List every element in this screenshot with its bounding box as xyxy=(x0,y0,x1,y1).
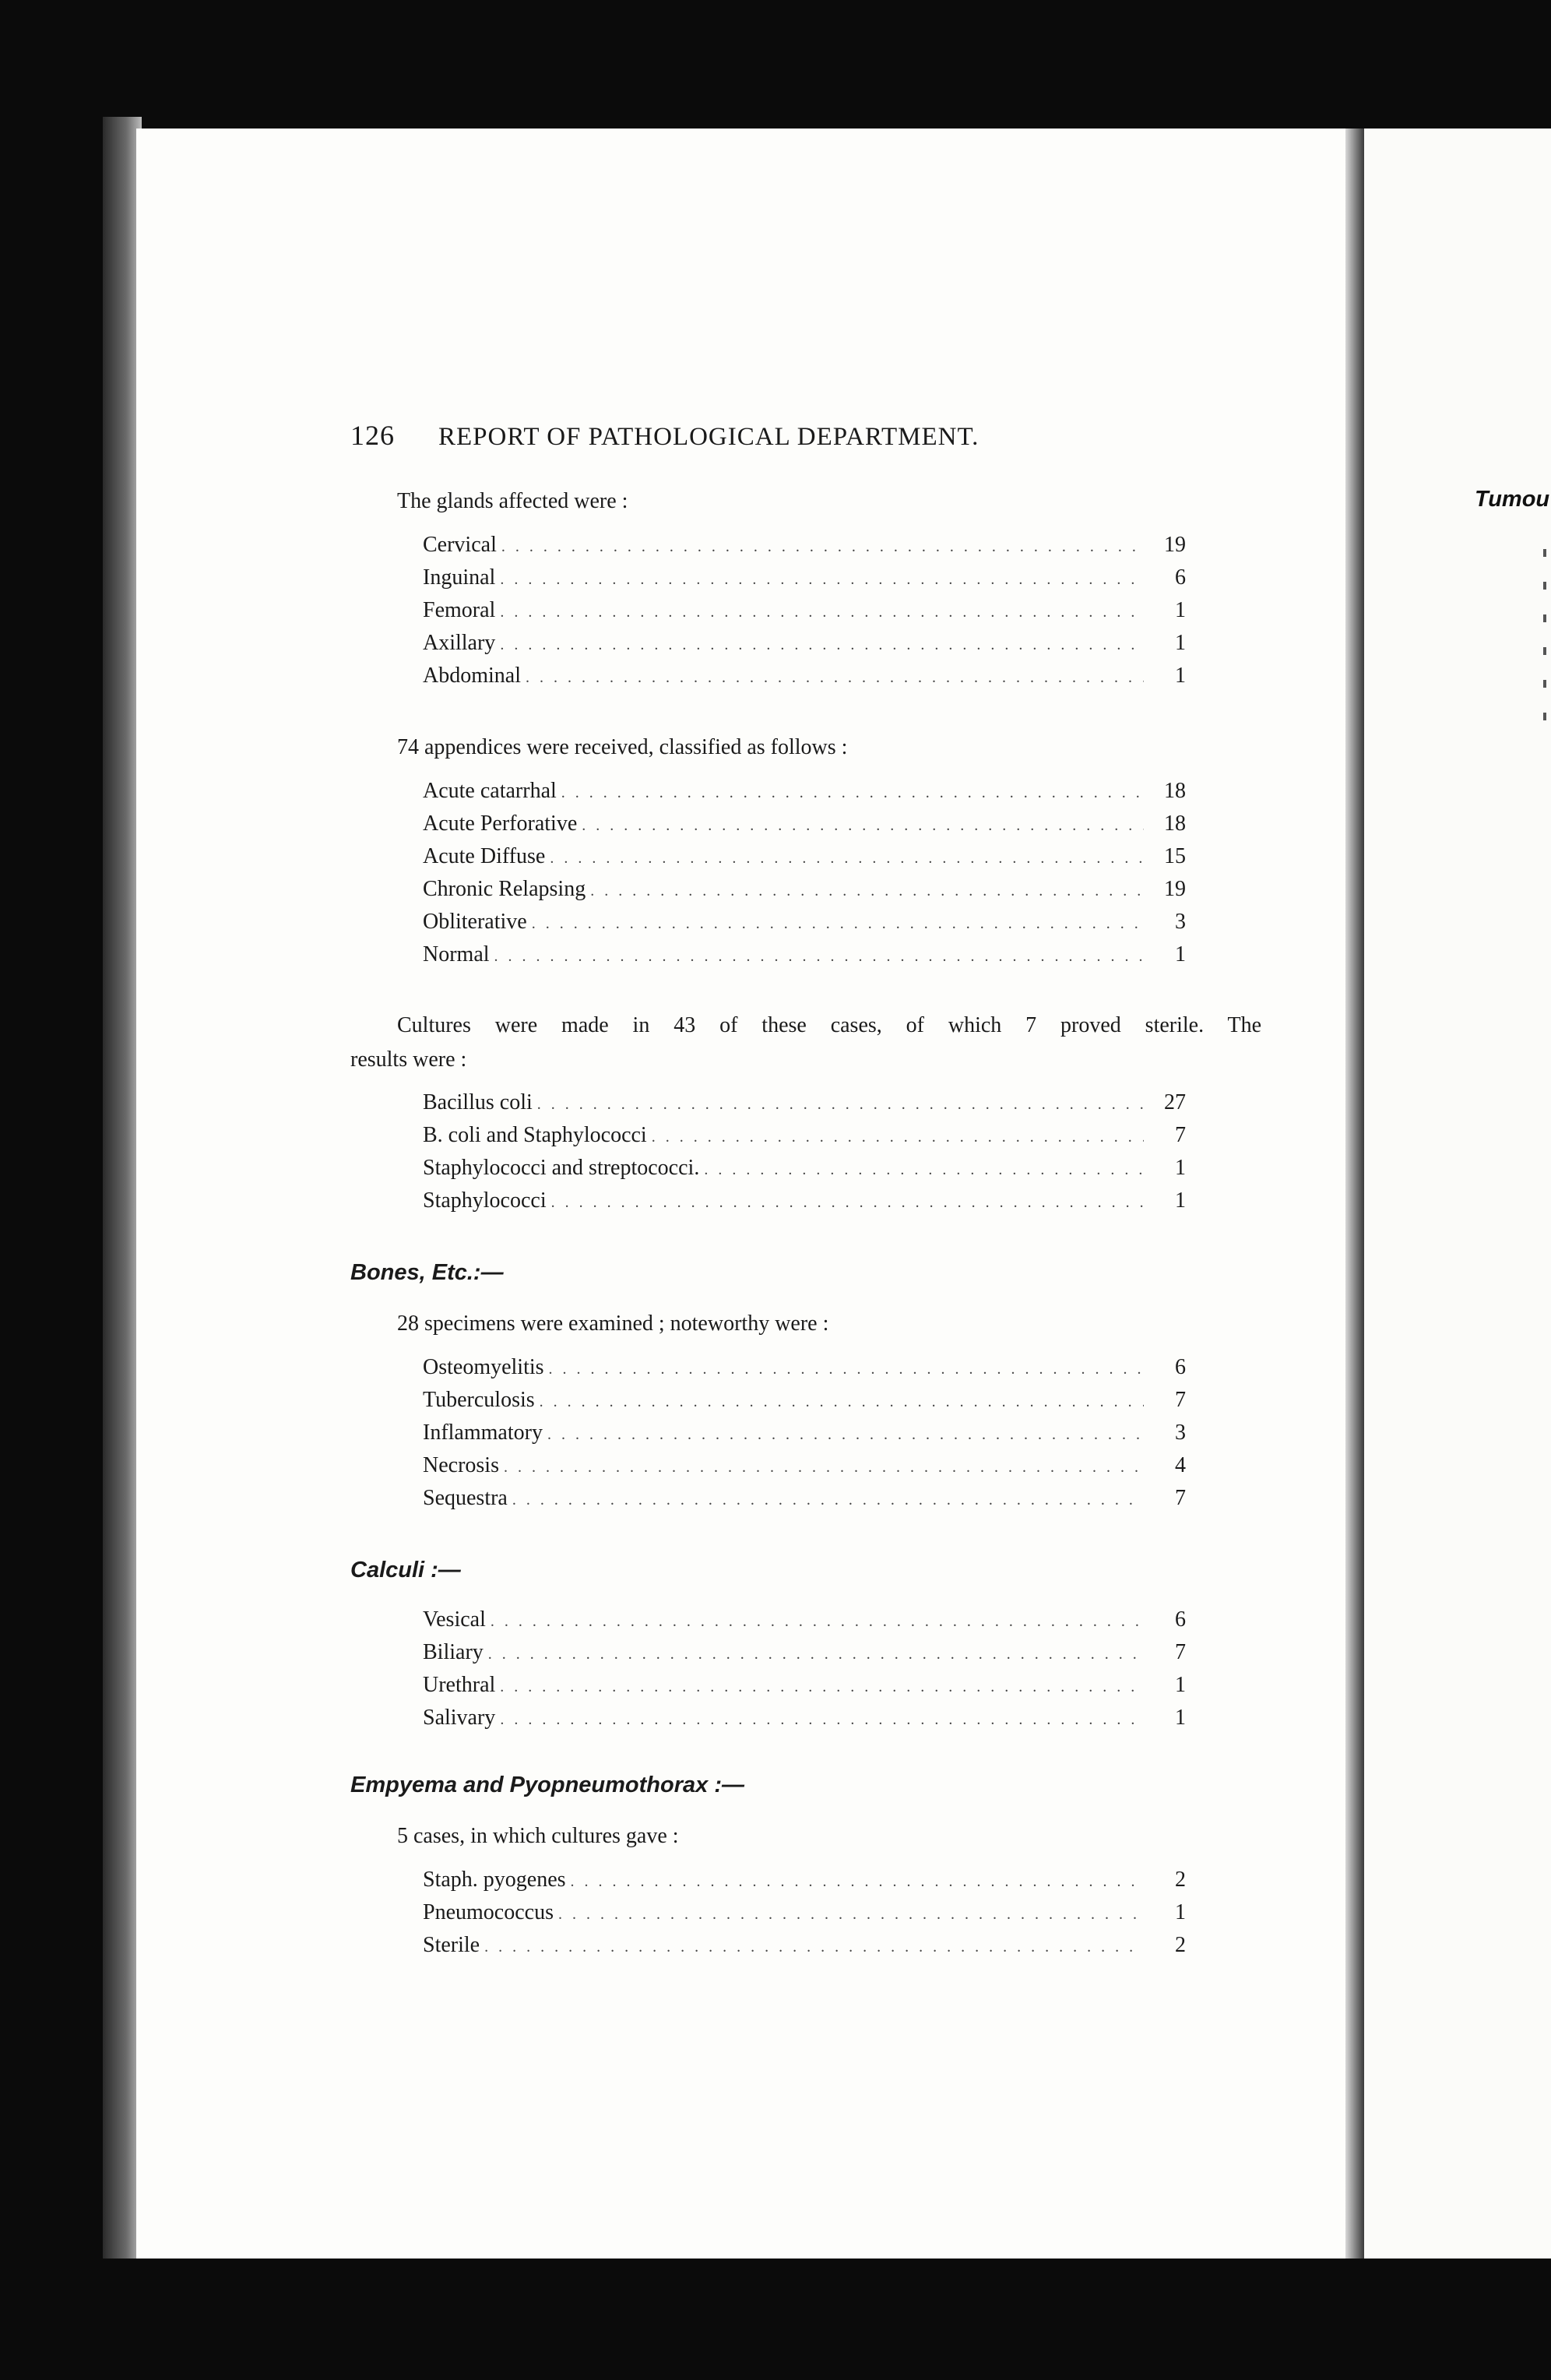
list-item: Acute catarrhal . . . 18 xyxy=(423,779,1186,812)
list-item: Abdominal . . . 1 xyxy=(423,664,1186,696)
list-item: Obliterative . . . 3 xyxy=(423,910,1186,942)
list-item: Necrosis . . . 4 xyxy=(423,1453,1186,1486)
list-item: Sequestra . . . 7 xyxy=(423,1486,1186,1519)
cultures-line-2: results were : xyxy=(350,1047,467,1072)
page-gutter xyxy=(1345,129,1364,2259)
list-item: Femoral . . . 1 xyxy=(423,598,1186,631)
list-item: Sterile . . . 2 xyxy=(423,1933,1186,1966)
bones-list xyxy=(423,1355,1186,1519)
list-item: Tuberculosis . . . 7 xyxy=(423,1388,1186,1421)
list-item: Pneumococcus . . . 1 xyxy=(423,1900,1186,1933)
empyema-heading: Empyema and Pyopneumothorax :— xyxy=(350,1773,744,1797)
cultures-line-1: Cultures were made in 43 of these cases, of which 7 proved sterile. The xyxy=(397,1013,1261,1037)
list-item: Normal . . . 1 xyxy=(423,942,1186,975)
appendices-intro: 74 appendices were received, classified as follows : xyxy=(397,735,848,759)
list-item: Osteomyelitis . . . 6 xyxy=(423,1355,1186,1388)
list-item: Staphylococci . . . 1 xyxy=(423,1188,1186,1221)
list-item: Inguinal . . . 6 xyxy=(423,565,1186,598)
page-title: REPORT OF PATHOLOGICAL DEPARTMENT. xyxy=(438,423,979,451)
bones-heading: Bones, Etc.:— xyxy=(350,1260,504,1285)
calculi-list xyxy=(423,1607,1186,1738)
list-item: Bacillus coli . . . 27 xyxy=(423,1090,1186,1123)
list-item: Axillary . . . 1 xyxy=(423,631,1186,664)
bones-intro: 28 specimens were examined ; noteworthy were : xyxy=(397,1311,829,1336)
list-item: Acute Diffuse . . . 15 xyxy=(423,844,1186,877)
facing-page-text-fragments xyxy=(1543,549,1548,745)
list-item: Staphylococci and streptococci. . . . 1 xyxy=(423,1156,1186,1188)
list-item: Inflammatory . . . 3 xyxy=(423,1421,1186,1453)
facing-page xyxy=(1364,129,1551,2259)
list-item: Cervical . . . 19 xyxy=(423,533,1186,565)
calculi-heading: Calculi :— xyxy=(350,1558,461,1583)
glands-list xyxy=(423,533,1186,696)
list-item: Biliary . . . 7 xyxy=(423,1640,1186,1673)
running-header xyxy=(350,419,979,452)
list-item: Salivary . . . 1 xyxy=(423,1706,1186,1738)
facing-page-heading: Tumou xyxy=(1475,487,1550,512)
page-number: 126 xyxy=(350,420,395,451)
list-item: Vesical . . . 6 xyxy=(423,1607,1186,1640)
list-item: Urethral . . . 1 xyxy=(423,1673,1186,1706)
cultures-paragraph xyxy=(350,1009,1261,1077)
empyema-list xyxy=(423,1868,1186,1966)
list-item: Staph. pyogenes . . . 2 xyxy=(423,1868,1186,1900)
appendices-list xyxy=(423,779,1186,975)
list-item: Chronic Relapsing . . . 19 xyxy=(423,877,1186,910)
empyema-intro: 5 cases, in which cultures gave : xyxy=(397,1824,679,1848)
cultures-list xyxy=(423,1090,1186,1221)
list-item: Acute Perforative . . . 18 xyxy=(423,812,1186,844)
glands-intro: The glands affected were : xyxy=(397,489,628,513)
list-item: B. coli and Staphylococci . . . 7 xyxy=(423,1123,1186,1156)
